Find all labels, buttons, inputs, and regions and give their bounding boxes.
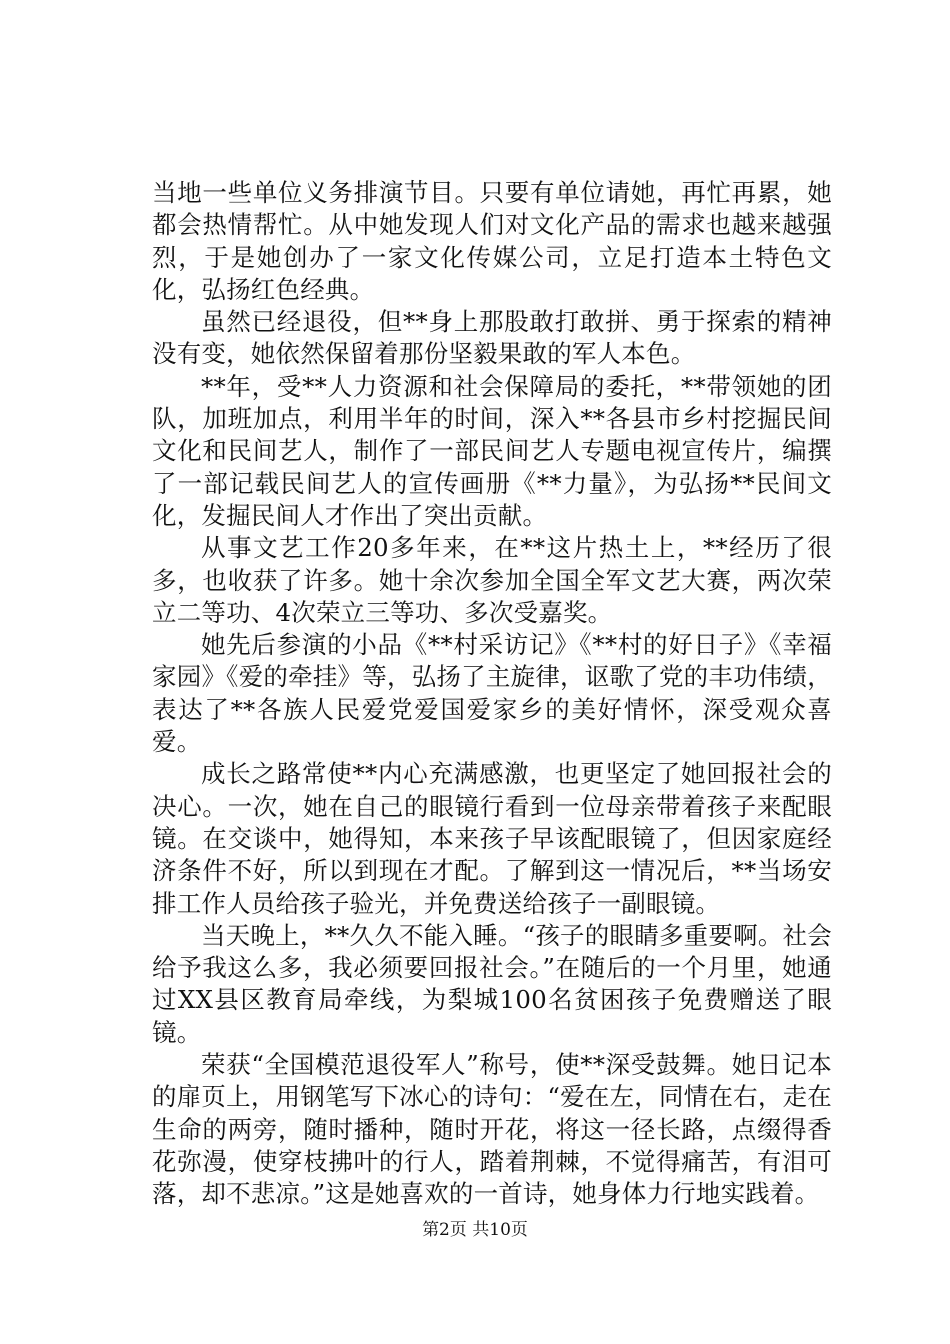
- document-body: [152, 177, 832, 1211]
- paragraph-1: 当地一些单位义务排演节目。只要有单位请她，再忙再累，她都会热情帮忙。从中她发现人们对文化产品的需求也越来越强烈，于是她创办了一家文化传媒公司，立足打造本土特色文化，弘扬红色经典。: [152, 178, 832, 304]
- paragraph-4: 从事文艺工作20多年来，在**这片热土上，**经历了很多，也收获了许多。她十余次参加全国全军文艺大赛，两次荣立二等功、4次荣立三等功、多次受嘉奖。: [152, 533, 832, 627]
- page-footer: [0, 1215, 950, 1240]
- page-number: 第2页 共10页: [422, 1220, 528, 1240]
- paragraph-7: 当天晚上，**久久不能入睡。“孩子的眼睛多重要啊。社会给予我这么多，我必须要回报社会。”在随后的一个月里，她通过XX县区教育局牵线，为梨城100名贫困孩子免费赠送了眼镜。: [152, 920, 832, 1047]
- paragraph-8: 荣获“全国模范退役军人”称号，使**深受鼓舞。她日记本的扉页上，用钢笔写下冰心的诗句：“爱在左，同情在右，走在生命的两旁，随时播种，随时开花，将这一径长路，点缀得香花弥漫，使穿枝拂叶的行人，踏着荆棘，不觉得痛苦，有泪可落，却不悲凉。”这是她喜欢的一首诗，她身体力行地实践着。: [152, 1050, 832, 1209]
- paragraph-3: **年，受**人力资源和社会保障局的委托，**带领她的团队，加班加点，利用半年的时间，深入**各县市乡村挖掘民间文化和民间艺人，制作了一部民间艺人专题电视宣传片，编撰了一部记载民间艺人的宣传画册《**力量》，为弘扬**民间文化，发掘民间人才作出了突出贡献。: [152, 371, 832, 530]
- paragraph-6: 成长之路常使**内心充满感激，也更坚定了她回报社会的决心。一次，她在自己的眼镜行看到一位母亲带着孩子来配眼镜。在交谈中，她得知，本来孩子早该配眼镜了，但因家庭经济条件不好，所以到现在才配。了解到这一情况后，**当场安排工作人员给孩子验光，并免费送给孩子一副眼镜。: [152, 759, 832, 918]
- paragraph-5: 她先后参演的小品《**村采访记》《**村的好日子》《幸福家园》《爱的牵挂》等，弘扬了主旋律，讴歌了党的丰功伟绩，表达了**各族人民爱党爱国爱家乡的美好情怀，深受观众喜爱。: [152, 630, 832, 757]
- paragraph-2: 虽然已经退役，但**身上那股敢打敢拼、勇于探索的精神没有变，她依然保留着那份坚毅果敢的军人本色。: [152, 307, 832, 369]
